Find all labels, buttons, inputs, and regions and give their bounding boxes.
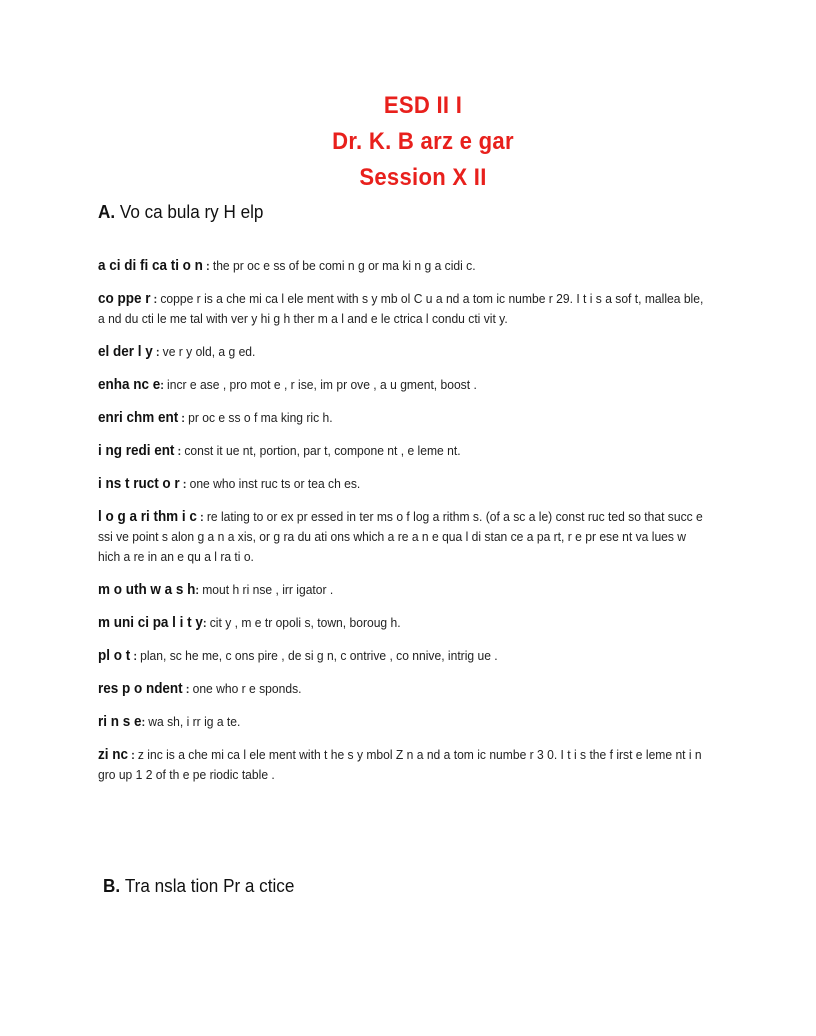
course-title: ESD II I	[383, 92, 463, 119]
vocabulary-definition: coppe r is a che mi ca l ele ment with s y mb ol C u a nd a tom ic numbe r 29. I t i s a sof t, mallea ble, a nd du cti le me tal with ver y hi g h ther m a l and e le ctrica l condu cti vit y.	[98, 291, 704, 326]
vocabulary-definition: wa sh, i rr ig a te.	[148, 714, 241, 729]
vocabulary-entry	[98, 289, 708, 329]
vocabulary-term: enha nc e	[98, 377, 161, 393]
vocabulary-definition: ve r y old, a g ed.	[162, 344, 256, 359]
vocabulary-definition: z inc is a che mi ca l ele ment with t he s y mbol Z n a nd a tom ic numbe r 3 0. I t i s the f irst e leme nt i n gro up 1 2 of th e pe riodic table .	[98, 747, 702, 782]
term-separator: :	[130, 649, 141, 663]
vocabulary-definition: plan, sc he me, c ons pire , de si g n, c ontrive , co nnive, intrig ue .	[140, 648, 498, 663]
section-b-letter: B.	[103, 876, 121, 896]
vocabulary-entry	[98, 712, 708, 732]
term-separator: :	[179, 477, 190, 491]
term-separator: :	[182, 682, 193, 696]
vocabulary-term: l o g a ri thm i c	[98, 509, 197, 525]
vocabulary-entry	[98, 342, 708, 362]
vocabulary-term: el der l y	[98, 344, 153, 360]
session-title: Session X II	[359, 164, 487, 191]
term-separator: :	[202, 616, 210, 630]
vocabulary-definition: mout h ri nse , irr igator .	[202, 582, 334, 597]
section-b-title: Tra nsla tion Pr a ctice	[124, 876, 295, 896]
term-separator: :	[152, 345, 163, 359]
section-a-letter: A.	[98, 202, 116, 222]
vocabulary-term: enri chm ent	[98, 410, 179, 426]
term-separator: :	[160, 378, 168, 392]
vocabulary-entry	[98, 408, 708, 428]
vocabulary-term: co ppe r	[98, 291, 151, 307]
vocabulary-entry	[98, 745, 708, 785]
vocabulary-definition: re lating to or ex pr essed in ter ms o f log a rithm s. (of a sc a le) const ruc ted so that succ e ssi ve point s alon g a n a xis, or g ra du ati ons which a re a n e qua l di stan ce a pa rt, r e pr ese nt va lues w hich a re in an e qu a l ra ti o.	[98, 509, 703, 564]
vocabulary-entry	[98, 580, 708, 600]
vocabulary-entry	[98, 375, 708, 395]
vocabulary-entry	[98, 441, 708, 461]
term-separator: :	[150, 292, 161, 306]
vocabulary-entry	[98, 474, 708, 494]
vocabulary-definition: const it ue nt, portion, par t, compone nt , e leme nt.	[184, 443, 461, 458]
term-separator: :	[141, 715, 149, 729]
vocabulary-term: i ns t ruct o r	[98, 476, 180, 492]
vocabulary-list	[98, 256, 708, 798]
vocabulary-entry	[98, 679, 708, 699]
section-b-heading	[103, 876, 294, 897]
term-separator: :	[174, 444, 185, 458]
term-separator: :	[196, 510, 207, 524]
term-separator: :	[127, 748, 138, 762]
section-a-title: Vo ca bula ry H elp	[119, 202, 264, 222]
vocabulary-entry	[98, 613, 708, 633]
vocabulary-entry	[98, 646, 708, 666]
instructor-name: Dr. K. B arz e gar	[332, 128, 514, 155]
vocabulary-definition: one who r e sponds.	[192, 681, 302, 696]
vocabulary-definition: incr e ase , pro mot e , r ise, im pr ove , a u gment, boost .	[167, 377, 477, 392]
vocabulary-term: zi nc	[98, 747, 128, 763]
vocabulary-term: res p o ndent	[98, 681, 183, 697]
vocabulary-definition: one who inst ruc ts or tea ch es.	[189, 476, 361, 491]
vocabulary-entry	[98, 507, 708, 567]
vocabulary-term: pl o t	[98, 648, 131, 664]
vocabulary-definition: pr oc e ss o f ma king ric h.	[188, 410, 333, 425]
vocabulary-term: ri n s e	[98, 714, 142, 730]
vocabulary-term: i ng redi ent	[98, 443, 175, 459]
vocabulary-definition: the pr oc e ss of be comi n g or ma ki n g a cidi c.	[212, 258, 476, 273]
term-separator: :	[178, 411, 189, 425]
document-title-block	[0, 88, 816, 196]
term-separator: :	[202, 259, 213, 273]
vocabulary-term: a ci di fi ca ti o n	[98, 258, 203, 274]
vocabulary-term: m o uth w a s h	[98, 582, 196, 598]
section-a-heading	[98, 202, 263, 223]
term-separator: :	[195, 583, 203, 597]
vocabulary-term: m uni ci pa l i t y	[98, 615, 203, 631]
vocabulary-entry	[98, 256, 708, 276]
vocabulary-definition: cit y , m e tr opoli s, town, boroug h.	[209, 615, 401, 630]
